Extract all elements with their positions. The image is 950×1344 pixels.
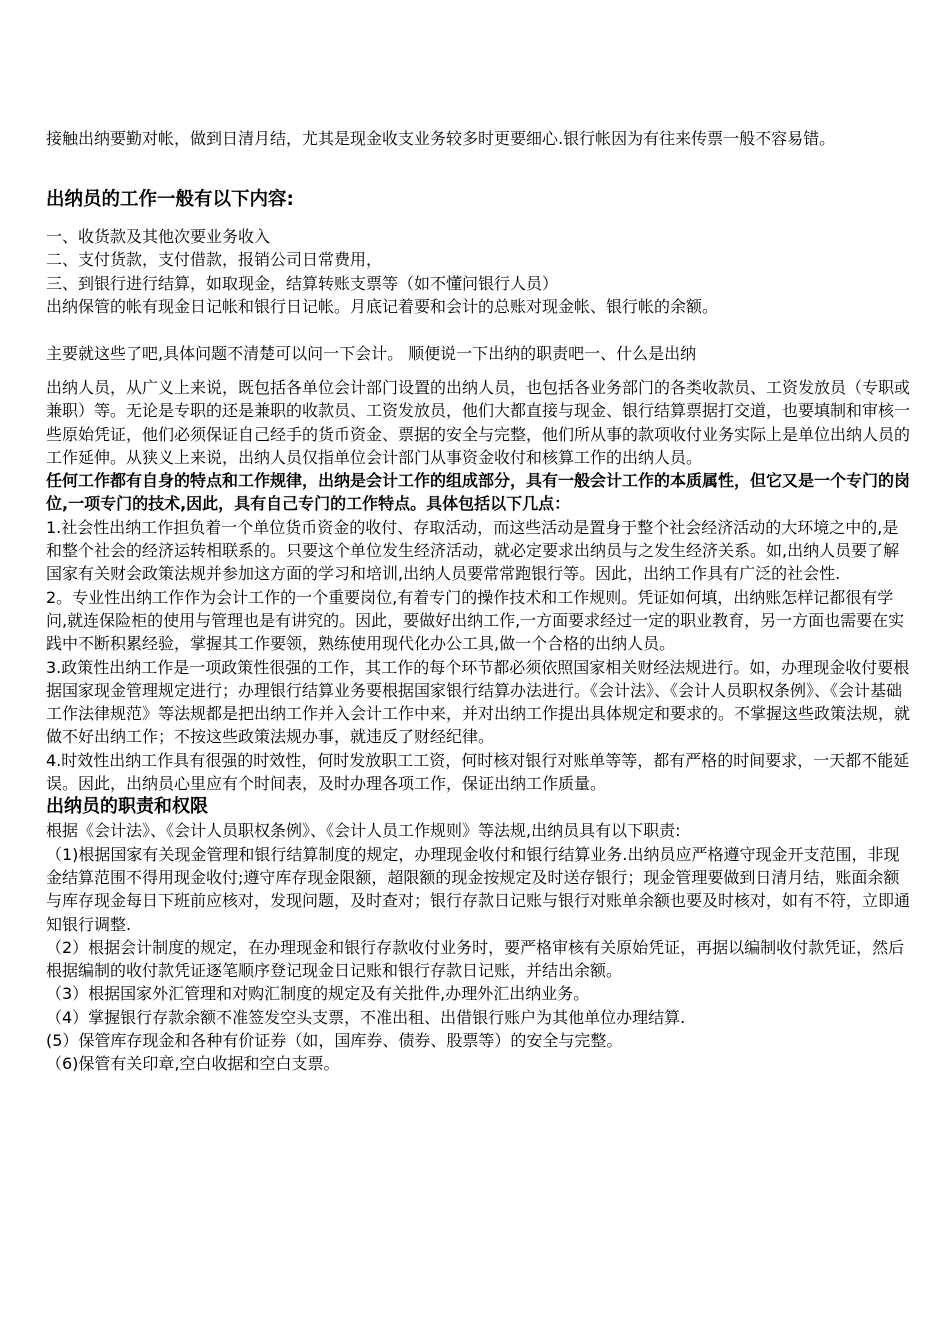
work-item: 三、到银行进行结算，如取现金，结算转账支票等（如不懂问银行人员） [46, 273, 559, 293]
definition-paragraph: 出纳人员，从广义上来说，既包括各单位会计部门设置的出纳人员，也包括各业务部门的各类收款员、工资发放员（专职或兼职）等。无论是专职的还是兼职的收款员、工资发放员，他们大都直接与现金、银行结算票据打交道，也要填制和审核一些原始凭证，他们必须保证自己经手的货币资金、票据的安全与完整，他们所从事的款项收付业务实际上是单位出纳人员的工作延伸。从狭义上来说，出纳人员仅指单位会计部门从事资金收付和核算工作的出纳人员。 [46, 378, 911, 467]
feature-item: 3.政策性出纳工作是一项政策性很强的工作，其工作的每个环节都必须依照国家相关财经法规进行。如，办理现金收付要根据国家现金管理规定进行；办理银行结算业务要根据国家银行结算办法进行。《会计法》、《会计人员职权条例》、《会计基础工作法律规范》等法规都是把出纳工作并入会计工作中来，并对出纳工作提出具体规定和要求的。不掌握这些政策法规，就做不好出纳工作；不按这些政策法规办事，就违反了财经纪律。 [46, 657, 911, 747]
duty-item: （4）掌握银行存款余额不准签发空头支票，不准出租、出借银行账户为其他单位办理结算. [46, 1007, 686, 1027]
work-item: 一、收货款及其他次要业务收入 [46, 227, 271, 246]
features-intro-paragraph: 任何工作都有自身的特点和工作规律，出纳是会计工作的组成部分，具有一般会计工作的本质属性，但它又是一个专门的岗位,一项专门的技术,因此，具有自己专门的工作特点。具体包括以下几点： [46, 471, 911, 514]
main-body [46, 376, 911, 1076]
duties-intro-paragraph: 根据《会计法》、《会计人员职权条例》、《会计人员工作规则》等法规,出纳员具有以下职责: [46, 821, 681, 841]
work-item: 出纳保管的帐有现金日记帐和银行日记帐。月底记着要和会计的总账对现金帐、银行帐的余额。 [46, 296, 719, 316]
work-item: 二、支付货款，支付借款，报销公司日常费用， [46, 250, 383, 270]
feature-item: 4.时效性出纳工作具有很强的时效性，何时发放职工工资，何时核对银行对账单等等，都有严格的时间要求，一天都不能延误。因此，出纳员心里应有个时间表，及时办理各项工作，保证出纳工作质量。 [46, 750, 910, 794]
feature-item: 2。专业性出纳工作作为会计工作的一个重要岗位,有着专门的操作技术和工作规则。凭证如何填，出纳账怎样记都很有学问,就连保险柜的使用与管理也是有讲究的。因此，要做好出纳工作,一方面要求经过一定的职业教育，另一方面也需要在实践中不断积累经验，掌握其工作要领，熟练使用现代化办公工具,做一个合格的出纳人员。 [46, 587, 905, 654]
intro-paragraph: 接触出纳要勤对帐，做到日清月结，尤其是现金收支业务较多时更要细心.银行帐因为有往来传票一般不容易错。 [46, 129, 836, 148]
duty-item: （3）根据国家外汇管理和对购汇制度的规定及有关批件,办理外汇出纳业务。 [46, 984, 590, 1004]
duty-item: （2）根据会计制度的规定，在办理现金和银行存款收付业务时，要严格审核有关原始凭证，再据以编制收付款凭证，然后根据编制的收付款凭证逐笔顺序登记现金日记账和银行存款日记账，并结出余额。 [46, 937, 905, 981]
main-issue-paragraph: 主要就这些了吧,具体问题不清楚可以问一下会计。 顺便说一下出纳的职责吧一、什么是出纳 [46, 344, 697, 363]
heading-duties: 出纳员的职责和权限 [46, 796, 208, 818]
heading-cashier-work: 出纳员的工作一般有以下内容: [46, 189, 294, 210]
duty-item: （1)根据国家有关现金管理和银行结算制度的规定，办理现金收付和银行结算业务.出纳员应严格遵守现金开支范围，非现金结算范围不得用现金收付;遵守库存现金限额，超限额的现金按规定及时送存银行；现金管理要做到日清月结，账面余额与库存现金每日下班前应核对，发现问题，及时查对；银行存款日记账与银行对账单余额也要及时核对，如有不符，立即通知银行调整. [46, 844, 911, 934]
duty-item: (5）保管库存现金和各种有价证券（如，国库券、债券、股票等）的安全与完整。 [46, 1031, 623, 1051]
duty-item: （6)保管有关印章,空白收据和空白支票。 [46, 1054, 340, 1074]
work-items-list [46, 225, 911, 318]
feature-item: 1.社会性出纳工作担负着一个单位货币资金的收付、存取活动，而这些活动是置身于整个社会经济活动的大环境之中的,是和整个社会的经济运转相联系的。只要这个单位发生经济活动，就必定要求出纳员与之发生经济关系。如,出纳人员要了解国家有关财会政策法规并参加这方面的学习和培训,出纳人员要常常跑银行等。因此，出纳工作具有广泛的社会性. [46, 517, 900, 584]
